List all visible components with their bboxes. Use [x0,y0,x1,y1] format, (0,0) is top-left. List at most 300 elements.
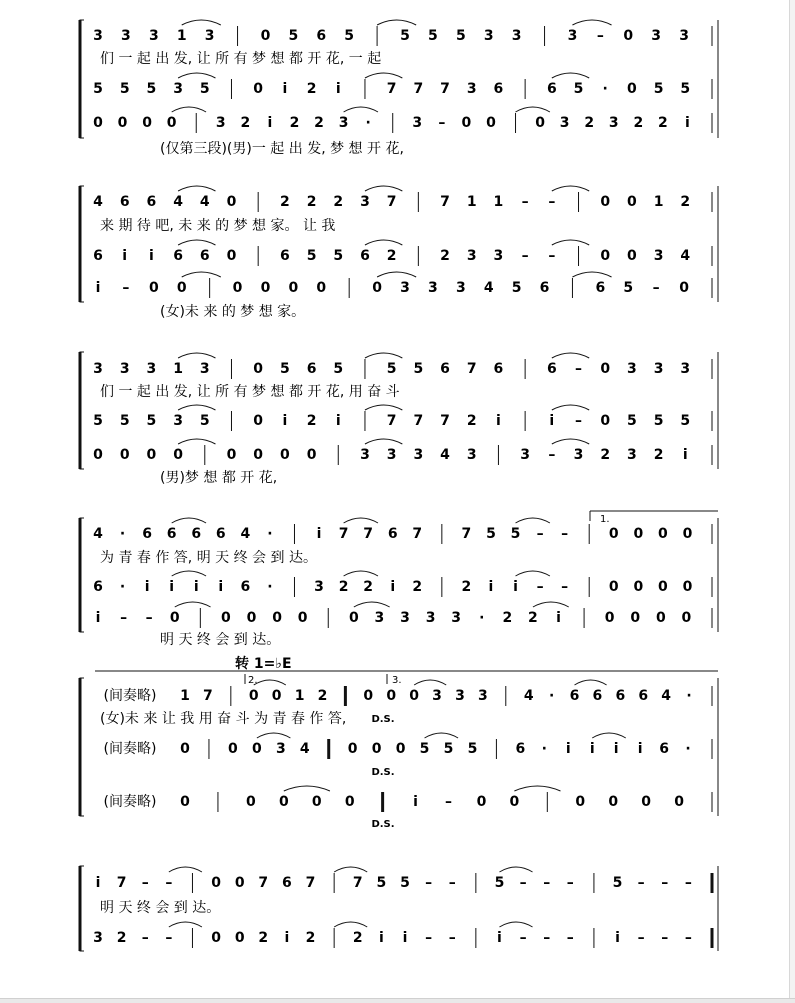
note: – [548,194,556,210]
note: 2 [658,115,668,131]
note: 0 [272,610,282,626]
note: 6 [440,361,450,377]
note: 5 [680,81,691,97]
slur [572,20,611,25]
note: 0 [251,741,262,757]
note: 6 [493,81,504,97]
slur [552,240,589,245]
note: 6 [659,741,669,757]
note: 2 [258,930,269,946]
note: 5 [333,248,344,264]
note: 1 [173,361,183,377]
lyric-line: 明 天 终 会 到 达。 [100,900,221,916]
note: 0 [93,115,103,131]
note: 7 [386,81,397,97]
note: 0 [248,688,259,704]
volta-number: 3. [392,675,402,686]
note: 0 [311,794,322,810]
note: 6 [569,688,580,704]
note: 2 [279,194,290,210]
note: i [637,741,643,757]
slur [414,680,446,685]
note: – [561,579,569,595]
note: – [448,875,456,891]
note: – [145,610,153,626]
slur [284,786,330,791]
note: 4 [661,688,672,704]
note: 5 [400,875,410,891]
ds-mark: D.S. [371,714,395,725]
note: i [122,248,128,264]
note: i [497,930,502,946]
slur [178,186,215,191]
note: 3 [400,280,410,296]
slur [552,439,589,444]
note: 7 [413,81,424,97]
note: 5 [653,413,664,429]
note: i [496,413,501,429]
note: 2 [461,579,472,595]
note: 3 [93,930,103,946]
note: i [615,930,620,946]
note: 1 [294,688,305,704]
note: 0 [228,741,238,757]
note: 1 [466,194,477,210]
note: 0 [260,280,271,296]
note: i [682,447,688,463]
note: 0 [633,579,644,595]
note: 0 [509,794,520,810]
slur [175,602,211,607]
note: 3 [275,741,286,757]
note: 5 [443,741,454,757]
note: 3 [93,28,103,44]
note: 2 [317,688,328,704]
note: 7 [305,875,316,891]
note: 0 [600,194,611,210]
slur [344,518,378,523]
note: i [218,579,224,595]
note: i [267,115,273,131]
note: 3 [314,579,324,595]
note: 4 [440,447,450,463]
note: 0 [608,579,619,595]
note: 2 [305,930,316,946]
slur [516,518,550,523]
note: 3 [466,447,477,463]
note: 2 [412,579,423,595]
note: 0 [363,688,374,704]
note: 3 [412,115,423,131]
note: 3 [119,361,130,377]
note: 0 [630,610,641,626]
note: 0 [316,280,327,296]
note: 0 [234,875,245,891]
slur [365,405,402,410]
lyric-line: 明 天 终 会 到 达。 [160,632,281,648]
slur [172,518,206,523]
note: i [316,526,322,542]
note: 7 [440,194,450,210]
note: – [575,413,583,429]
note: 0 [627,248,637,264]
note: 0 [234,930,245,946]
note: 3 [386,447,397,463]
note: 5 [510,526,521,542]
intro-omitted-label: (间奏略) [103,794,157,810]
note: i [378,930,384,946]
lyric-line: 为 青 春 作 答, 明 天 终 会 到 达。 [100,550,317,566]
slur [552,186,589,191]
note: 5 [344,28,355,44]
slur [592,733,626,738]
note: 5 [93,81,103,97]
note: 0 [176,280,187,296]
note: 5 [419,741,430,757]
note: – [165,930,173,946]
note: 2 [289,115,300,131]
note: 2 [502,610,513,626]
note: 0 [119,447,130,463]
slur [516,107,550,112]
note: 2 [528,610,538,626]
slur [257,733,291,738]
note: 0 [476,794,487,810]
note: 5 [573,81,584,97]
note: i [589,741,595,757]
note: 2 [653,447,664,463]
note: 0 [226,447,237,463]
note: 0 [679,280,689,296]
note: 6 [306,361,317,377]
note: 6 [493,361,504,377]
note: 3 [204,28,215,44]
note: 0 [633,526,644,542]
note: 0 [297,610,308,626]
slur [365,186,402,191]
note: – [521,194,529,210]
slur [169,867,202,872]
note: 3 [173,81,183,97]
page-bottom-edge [0,998,795,1003]
note: 0 [486,115,496,131]
note: 0 [658,526,668,542]
slur [377,20,416,25]
note: 5 [306,248,317,264]
note: – [566,875,574,891]
note: – [519,930,527,946]
note: 0 [608,794,619,810]
slur [365,353,402,358]
note: 7 [461,526,472,542]
note: 5 [413,361,424,377]
lyrics [100,50,404,916]
note: i [95,610,101,626]
note: 0 [253,447,264,463]
slur [499,867,532,872]
note: 3 [520,447,531,463]
lyric-line: 来 期 待 吧, 未 来 的 梦 想 家。 让 我 [100,218,336,234]
note: 0 [604,610,615,626]
note: 3 [455,688,465,704]
slur [172,107,206,112]
note: 4 [299,741,310,757]
note: 6 [240,579,251,595]
note: 3 [608,115,619,131]
note: – [425,930,433,946]
note: 3 [360,447,370,463]
note: 0 [246,610,257,626]
note: 2 [333,194,344,210]
note: 0 [166,115,177,131]
note: 0 [211,875,221,891]
note: 5 [199,81,210,97]
slur [178,73,215,78]
note: 2 [352,930,363,946]
note: 3 [466,248,477,264]
note: 2 [338,579,349,595]
note: – [165,875,173,891]
slur [552,73,589,78]
note: 0 [641,794,651,810]
slur [178,405,215,410]
note: i [335,81,341,97]
note: 0 [260,28,271,44]
note: 0 [682,526,693,542]
note: 0 [681,610,692,626]
note: 3 [651,28,662,44]
note: – [448,930,456,946]
note: 6 [119,194,130,210]
slur [172,571,206,576]
note: 2 [680,194,691,210]
note: – [661,930,669,946]
note: – [548,248,556,264]
note: 0 [347,741,358,757]
slur [169,922,202,927]
note: i [282,413,288,429]
note: 6 [146,194,157,210]
lyric-line: 们 一 起 出 发, 让 所 有 梦 想 都 开 花, 用 奋 斗 [100,384,400,400]
note: 3 [567,28,578,44]
note: 5 [146,413,157,429]
notes [93,28,692,946]
note: 4 [680,248,691,264]
note: 0 [253,81,264,97]
note: 5 [680,413,691,429]
note: 2 [440,248,450,264]
note: – [519,875,527,891]
slur [575,680,607,685]
note: 0 [627,81,637,97]
note: 0 [142,115,152,131]
note: · [119,579,126,595]
slur [334,867,367,872]
lyric-line: (仅第三段)(男)一 起 出 发, 梦 想 开 花, [160,141,404,157]
note: 0 [535,115,545,131]
slur [516,571,550,576]
note: 7 [258,875,269,891]
note: 0 [180,794,190,810]
slur [552,405,589,410]
note: 6 [279,248,290,264]
note: 0 [226,194,237,210]
note: · [685,741,691,757]
note: 1 [176,28,187,44]
note: 0 [279,447,290,463]
note: 0 [627,194,637,210]
note: 4 [93,526,103,542]
note: 0 [221,610,231,626]
system-brackets [80,20,84,951]
slur [182,20,221,25]
note: 7 [440,413,450,429]
note: 7 [386,413,397,429]
note: 7 [440,81,450,97]
note: 6 [316,28,327,44]
note: 1 [653,194,664,210]
note: 3 [374,610,385,626]
note: 5 [279,361,290,377]
slur [552,353,589,358]
note: 3 [400,610,410,626]
note: 0 [372,280,382,296]
note: – [652,280,660,296]
note: i [513,579,518,595]
note: 3 [146,361,157,377]
note: 2 [240,115,251,131]
note: – [438,115,446,131]
note: 0 [246,794,256,810]
note: i [95,875,101,891]
intro-omitted-label: (间奏略) [103,688,157,704]
note: 6 [546,361,557,377]
key-change: 转 1=♭E [235,656,292,672]
note: 7 [412,526,423,542]
note: – [521,248,529,264]
note: – [543,875,551,891]
lyric-line: (男)梦 想 都 开 花, [160,470,278,486]
note: 3 [477,688,488,704]
note: 3 [493,248,504,264]
note: 3 [455,280,466,296]
note: 5 [627,413,637,429]
note: – [548,447,556,463]
note: 6 [215,526,226,542]
slur [354,602,390,607]
note: 5 [486,526,496,542]
note: 3 [511,28,522,44]
note: 3 [199,361,210,377]
note: 5 [199,413,210,429]
note: 3 [653,248,664,264]
lyric-line: 们 一 起 出 发, 让 所 有 梦 想 都 开 花, 一 起 [100,51,382,67]
note: – [596,28,604,44]
note: 0 [169,610,180,626]
note: 0 [461,115,472,131]
note: 5 [376,875,387,891]
note: 3 [121,28,131,44]
note: 2 [386,248,397,264]
note: 3 [413,447,424,463]
note: 5 [400,28,410,44]
note: · [119,526,126,542]
note: 2 [633,115,644,131]
note: · [541,741,547,757]
note: 3 [627,361,637,377]
note: – [661,875,669,891]
note: – [566,930,574,946]
note: i [148,248,154,264]
note: i [613,741,619,757]
note: 3 [573,447,584,463]
note: – [445,794,452,810]
note: i [284,930,290,946]
note: 6 [539,280,550,296]
note: i [402,930,408,946]
note: · [267,526,273,542]
note: 6 [592,688,603,704]
note: 7 [352,875,363,891]
note: 6 [595,280,606,296]
note: i [488,579,494,595]
note: 0 [655,610,666,626]
note: i [556,610,561,626]
note: – [561,526,569,542]
note: 6 [191,526,202,542]
note: 0 [232,280,243,296]
slur [365,73,402,78]
note: · [365,115,371,131]
slur [514,786,560,791]
note: 4 [240,526,251,542]
note: 5 [623,280,634,296]
note: 0 [409,688,420,704]
note: 0 [93,447,103,463]
note: 0 [658,579,668,595]
note: i [390,579,396,595]
slur [178,439,215,444]
note: 3 [338,115,349,131]
note: 5 [653,81,664,97]
note: 0 [288,280,299,296]
note: 2 [306,194,317,210]
note: 7 [363,526,374,542]
slur [365,439,402,444]
note: · [548,688,555,704]
note: – [684,930,692,946]
note: i [282,81,288,97]
note: i [144,579,150,595]
note: 5 [288,28,299,44]
note: 4 [523,688,534,704]
note: 0 [608,526,619,542]
note: 5 [119,413,130,429]
note: 7 [386,194,397,210]
slur [254,680,286,685]
slur [334,922,367,927]
volta-number: 1. [600,514,610,525]
note: 6 [199,248,210,264]
note: 0 [253,413,264,429]
slur [178,353,215,358]
note: 5 [386,361,397,377]
note: i [335,413,341,429]
note: – [425,875,433,891]
note: 2 [363,579,374,595]
intro-omitted-label: (间奏略) [103,741,157,757]
note: 3 [432,688,442,704]
